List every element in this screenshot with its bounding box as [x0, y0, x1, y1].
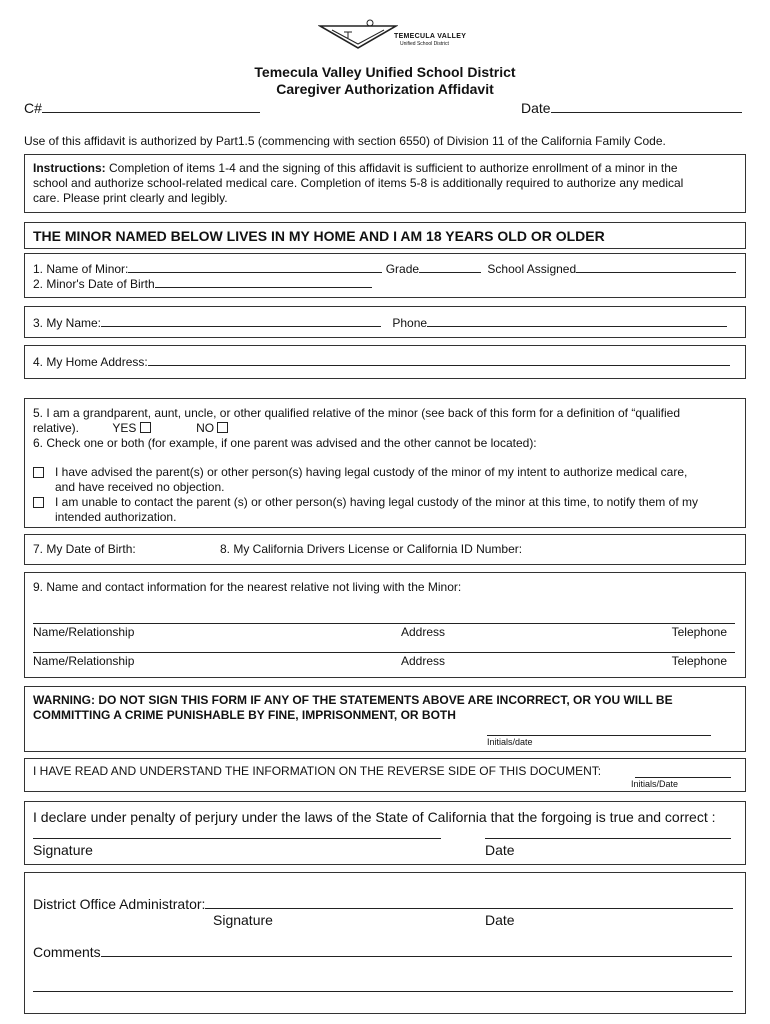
case-number-field: [24, 100, 260, 116]
admin-date-label: Date: [485, 912, 515, 928]
declaration-date-label: Date: [485, 842, 515, 858]
yes-checkbox[interactable]: [140, 422, 151, 433]
declaration-box: [24, 801, 746, 865]
minor-info-box: [24, 253, 746, 298]
section-heading: THE MINOR NAMED BELOW LIVES IN MY HOME AND I AM 18 YEARS OLD OR OLDER: [33, 228, 605, 244]
option1-line1: I have advised the parent(s) or other person(s) having legal custody of the minor of my intent to authorize medical care,: [55, 465, 688, 479]
option1-line2: and have received no objection.: [55, 480, 225, 494]
instructions-line3: care. Please print clearly and legibly.: [33, 191, 228, 205]
instructions-line1: Completion of items 1-4 and the signing of this affidavit is sufficient to authorize enrollment of a minor in the: [109, 161, 678, 175]
minor-name-input[interactable]: [128, 260, 382, 273]
address-input[interactable]: [148, 353, 730, 366]
caregiver-name-input[interactable]: [101, 314, 381, 327]
instructions-box: [24, 154, 746, 213]
comments-input[interactable]: [101, 943, 732, 957]
id-box: [24, 534, 746, 565]
declaration-signature-label: Signature: [33, 842, 93, 858]
date-field: [521, 100, 742, 116]
district-name: Temecula Valley Unified School District: [254, 64, 516, 80]
row1-phone-label: Telephone: [671, 625, 727, 639]
reverse-initials-label: Initials/Date: [631, 779, 679, 789]
row1-name-label: Name/Relationship: [33, 625, 135, 639]
phone-input[interactable]: [427, 314, 727, 327]
caregiver-dob-label: 7. My Date of Birth:: [33, 542, 136, 556]
row2-name-label: Name/Relationship: [33, 654, 135, 668]
school-label: School Assigned: [487, 262, 577, 276]
intro-text: Use of this affidavit is authorized by Part1.5 (commencing with section 6550) of Division 11 of the California Family Code.: [24, 134, 666, 148]
comments-line2[interactable]: [33, 991, 733, 992]
nearest-row1-line[interactable]: [33, 623, 735, 624]
warning-initials-line[interactable]: [487, 735, 711, 736]
caregiver-name-label: 3. My Name:: [33, 316, 102, 330]
no-label: NO: [196, 421, 215, 435]
admin-label: District Office Administrator:: [33, 896, 206, 912]
warning-line2: COMMITTING A CRIME PUNISHABLE BY FINE, IMPRISONMENT, OR BOTH: [33, 708, 456, 722]
warning-initials-label: Initials/date: [487, 737, 533, 747]
reverse-side-text: I HAVE READ AND UNDERSTAND THE INFORMATION ON THE REVERSE SIDE OF THIS DOCUMENT:: [33, 764, 602, 778]
warning-line1: WARNING: DO NOT SIGN THIS FORM IF ANY OF THE STATEMENTS ABOVE ARE INCORRECT, OR YOU WILL BE: [33, 693, 673, 707]
school-input[interactable]: [576, 260, 736, 273]
comments-label: Comments: [33, 944, 101, 960]
instructions-label: Instructions:: [33, 161, 106, 175]
admin-signature-input[interactable]: [205, 895, 733, 909]
grade-label: Grade: [385, 262, 420, 276]
row1-address-label: Address: [401, 625, 446, 639]
reverse-side-box: [24, 758, 746, 792]
case-number-label: C#: [24, 100, 42, 116]
declaration-text: I declare under penalty of perjury under the laws of the State of California that the forgoing is true and correct :: [33, 809, 716, 825]
yes-label: YES: [112, 421, 137, 435]
phone-label: Phone: [392, 316, 428, 330]
relative-line1: 5. I am a grandparent, aunt, uncle, or other qualified relative of the minor (see back of this form for a definition of “qualified: [33, 406, 681, 420]
advised-checkbox[interactable]: [33, 467, 44, 478]
option2-line1: I am unable to contact the parent (s) or other person(s) having legal custody of the minor at this time, to notify them of my: [55, 495, 698, 509]
row2-phone-label: Telephone: [671, 654, 727, 668]
case-number-input[interactable]: [42, 100, 260, 113]
district-logo: [318, 18, 468, 52]
logo-emblem-icon: [318, 18, 398, 52]
minor-dob-label: 2. Minor's Date of Birth: [33, 277, 155, 291]
minor-name-label: 1. Name of Minor:: [33, 262, 129, 276]
declaration-signature-line[interactable]: [33, 838, 441, 839]
grade-input[interactable]: [419, 260, 481, 273]
logo-text-line1: TEMECULA VALLEY: [394, 33, 467, 40]
warning-box: [24, 686, 746, 752]
row2-address-label: Address: [401, 654, 446, 668]
nearest-relative-box: [24, 572, 746, 678]
relative-box: [24, 398, 746, 528]
section-heading-box: [24, 222, 746, 249]
relative-line3: 6. Check one or both (for example, if one parent was advised and the other cannot be located):: [33, 436, 537, 450]
license-label: 8. My California Drivers License or California ID Number:: [220, 542, 523, 556]
office-box: [24, 872, 746, 1014]
admin-signature-label: Signature: [213, 912, 273, 928]
nearest-relative-label: 9. Name and contact information for the nearest relative not living with the Minor:: [33, 580, 462, 594]
form-title: Caregiver Authorization Affidavit: [276, 81, 494, 97]
unable-checkbox[interactable]: [33, 497, 44, 508]
logo-text-line2: Unified School District: [400, 41, 449, 47]
reverse-initials-line[interactable]: [635, 777, 731, 778]
declaration-date-line[interactable]: [485, 838, 731, 839]
option2-line2: intended authorization.: [55, 510, 177, 524]
no-checkbox[interactable]: [217, 422, 228, 433]
relative-line2: relative).: [33, 421, 80, 435]
date-input[interactable]: [551, 100, 742, 113]
address-box: [24, 345, 746, 379]
address-label: 4. My Home Address:: [33, 355, 148, 369]
instructions-line2: school and authorize school-related medical care. Completion of items 5-8 is additionally required to authorize any medical: [33, 176, 684, 190]
nearest-row2-line[interactable]: [33, 652, 735, 653]
minor-dob-input[interactable]: [155, 275, 372, 288]
date-label: Date: [521, 100, 551, 116]
caregiver-box: [24, 306, 746, 338]
